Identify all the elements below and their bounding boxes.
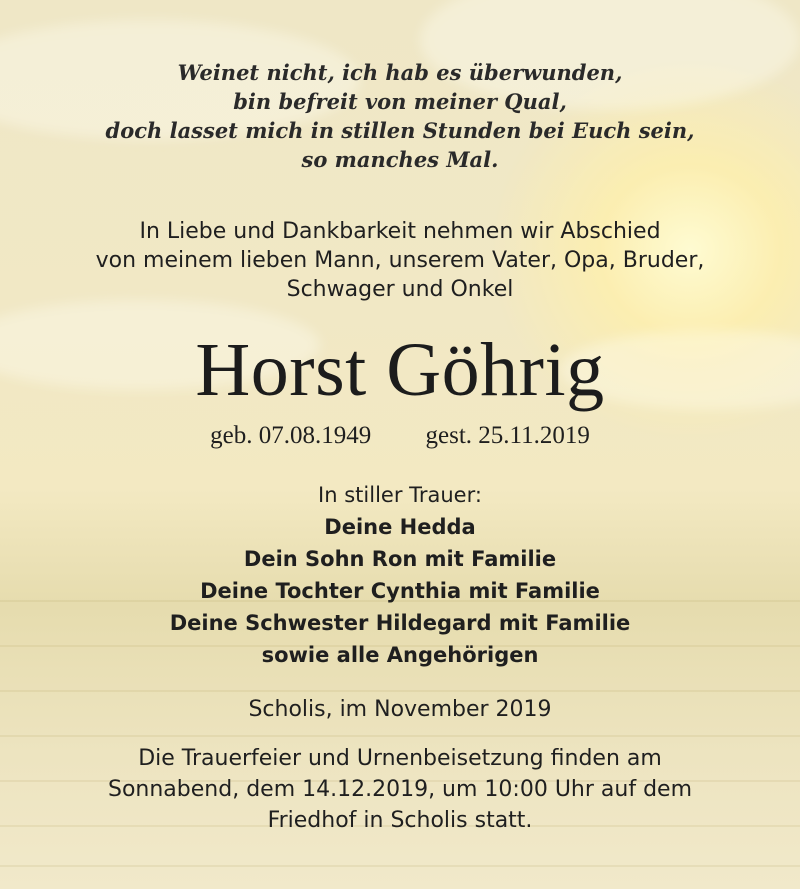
mourner: Deine Schwester Hildegard mit Familie: [169, 611, 631, 635]
poem-line: doch lasset mich in stillen Stunden bei Euch sein,: [105, 118, 695, 143]
intro-line: von meinem lieben Mann, unserem Vater, Opa, Bruder,: [95, 248, 705, 273]
poem-line: Weinet nicht, ich hab es überwunden,: [177, 60, 623, 85]
life-dates: [0, 421, 800, 451]
poem: [0, 58, 800, 174]
intro-line: Schwager und Onkel: [286, 277, 514, 302]
funeral-line: Die Trauerfeier und Urnenbeisetzung finden am: [138, 746, 662, 771]
place-and-date: Scholis, im November 2019: [248, 697, 552, 722]
mourner: Deine Hedda: [324, 515, 476, 539]
funeral-notice: [0, 743, 800, 836]
intro-line: In Liebe und Dankbarkeit nehmen wir Abschied: [139, 219, 661, 244]
death-date: gest. 25.11.2019: [425, 422, 590, 449]
mourners-block: [0, 479, 800, 671]
poem-line: so manches Mal.: [301, 147, 499, 172]
mourner: Deine Tochter Cynthia mit Familie: [200, 579, 600, 603]
poem-line: bin befreit von meiner Qual,: [233, 89, 567, 114]
funeral-line: Friedhof in Scholis statt.: [267, 808, 533, 833]
birth-date: geb. 07.08.1949: [210, 422, 372, 449]
mourning-heading: In stiller Trauer:: [318, 483, 482, 507]
funeral-line: Sonnabend, dem 14.12.2019, um 10:00 Uhr auf dem: [108, 777, 692, 802]
deceased-name: Horst Göhrig: [195, 328, 605, 412]
farewell-intro: [0, 217, 800, 304]
mourner: Dein Sohn Ron mit Familie: [243, 547, 557, 571]
mourner: sowie alle Angehörigen: [261, 643, 539, 667]
